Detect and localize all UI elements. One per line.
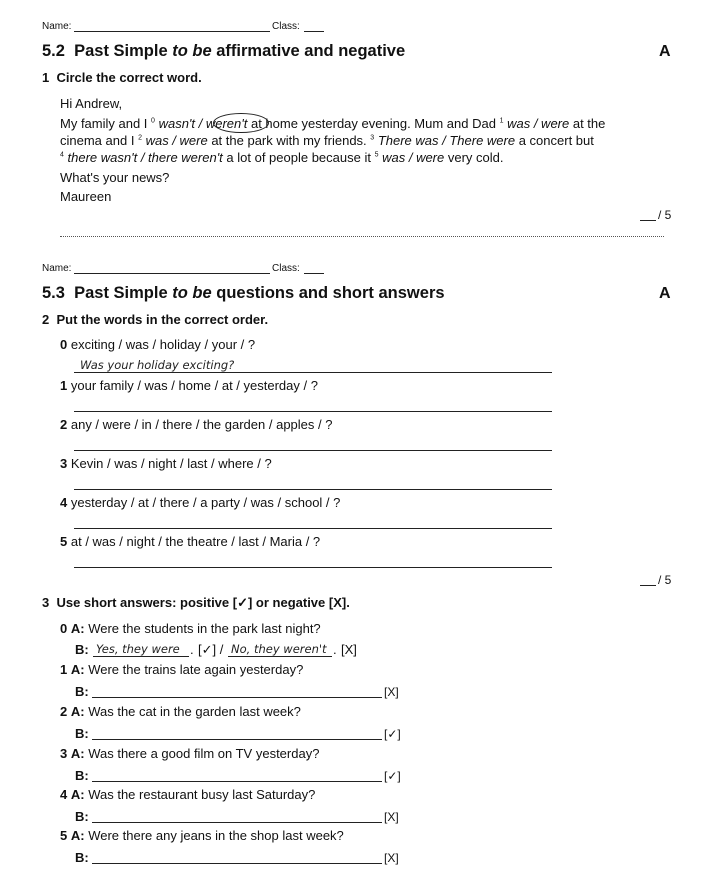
exercise-1-instruction: 1 Circle the correct word. bbox=[42, 70, 202, 85]
example-question: 0 A: Were the students in the park last night? bbox=[60, 621, 321, 636]
exercise-3-instruction: 3 Use short answers: positive [✓] or negative [X]. bbox=[42, 595, 350, 610]
answer-line bbox=[93, 656, 189, 657]
question-item: 2 A: Was the cat in the garden last week? bbox=[60, 704, 301, 719]
answer-mark: [✓] bbox=[384, 769, 401, 783]
list-item: 0 exciting / was / holiday / your / ? bbox=[60, 337, 256, 352]
example-dot: . bbox=[190, 642, 194, 657]
tick-mark: [✓] / bbox=[198, 642, 224, 657]
class-field[interactable] bbox=[304, 273, 324, 274]
answer-line[interactable] bbox=[74, 489, 552, 490]
cut-line bbox=[60, 236, 664, 237]
circled-answer-mark bbox=[213, 113, 269, 133]
answer-line[interactable] bbox=[74, 450, 552, 451]
section-5-3-grade: A bbox=[659, 285, 671, 302]
name-field[interactable] bbox=[74, 273, 270, 274]
section-5-2-title: 5.2 Past Simple to be affirmative and negative bbox=[42, 42, 406, 60]
letter-signoff: Maureen bbox=[60, 189, 112, 204]
b-label: B: bbox=[75, 726, 89, 741]
section-5-2-grade: A bbox=[659, 43, 671, 60]
class-field[interactable] bbox=[304, 31, 324, 32]
example-dot: . bbox=[333, 642, 337, 657]
example-positive-answer: Yes, they were bbox=[96, 642, 180, 656]
answer-line[interactable] bbox=[92, 697, 382, 698]
answer-line[interactable] bbox=[92, 781, 382, 782]
list-item: 2 any / were / in / there / the garden / apples / ? bbox=[60, 417, 333, 432]
question-item: 5 A: Were there any jeans in the shop last week? bbox=[60, 828, 344, 843]
cross-mark: [X] bbox=[341, 642, 357, 657]
answer-mark: [X] bbox=[384, 851, 399, 865]
answer-line[interactable] bbox=[92, 863, 382, 864]
list-item: 3 Kevin / was / night / last / where / ? bbox=[60, 456, 272, 471]
class-label: Class: bbox=[272, 21, 300, 32]
letter-news: What's your news? bbox=[60, 170, 170, 185]
list-item: 1 your family / was / home / at / yesterday / ? bbox=[60, 378, 318, 393]
section-5-3-score: / 5 bbox=[658, 573, 672, 587]
answer-line bbox=[228, 656, 332, 657]
answer-line[interactable] bbox=[92, 739, 382, 740]
answer-line[interactable] bbox=[74, 528, 552, 529]
answer-mark: [✓] bbox=[384, 727, 401, 741]
b-label: B: bbox=[75, 684, 89, 699]
name-label: Name: bbox=[42, 21, 72, 32]
section-5-3-title: 5.3 Past Simple to be questions and short answers bbox=[42, 284, 445, 302]
letter-line-2: cinema and I $^2$ was / were at the park with my friends. $^3$ There was / There were a concert but bbox=[60, 133, 594, 148]
score-field[interactable] bbox=[640, 220, 656, 221]
question-item: 3 A: Was there a good film on TV yesterday? bbox=[60, 746, 320, 761]
answer-line[interactable] bbox=[74, 411, 552, 412]
score-field[interactable] bbox=[640, 585, 656, 586]
letter-line-1: My family and I $^0$ wasn't / weren't at home yesterday evening. Mum and Dad $^1$ was / were at the bbox=[60, 116, 606, 131]
class-label: Class: bbox=[272, 263, 300, 274]
example-answer: Was your holiday exciting? bbox=[80, 358, 235, 372]
example-negative-answer: No, they weren't bbox=[231, 642, 327, 656]
b-label: B: bbox=[75, 850, 89, 865]
letter-line-3: $^4$ there wasn't / there weren't a lot of people because it $^5$ was / were very cold. bbox=[60, 150, 504, 165]
b-label: B: bbox=[75, 768, 89, 783]
answer-mark: [X] bbox=[384, 685, 399, 699]
list-item: 4 yesterday / at / there / a party / was / school / ? bbox=[60, 495, 341, 510]
letter-greeting: Hi Andrew, bbox=[60, 96, 123, 111]
name-label: Name: bbox=[42, 263, 72, 274]
answer-line[interactable] bbox=[92, 822, 382, 823]
question-item: 1 A: Were the trains late again yesterday? bbox=[60, 662, 304, 677]
answer-line[interactable] bbox=[74, 567, 552, 568]
name-field[interactable] bbox=[74, 31, 270, 32]
answer-mark: [X] bbox=[384, 810, 399, 824]
answer-line[interactable] bbox=[74, 372, 552, 373]
b-label: B: bbox=[75, 809, 89, 824]
example-answer-row: B: bbox=[75, 642, 89, 657]
exercise-2-instruction: 2 Put the words in the correct order. bbox=[42, 312, 269, 327]
question-item: 4 A: Was the restaurant busy last Saturday? bbox=[60, 787, 316, 802]
section-5-2-score: / 5 bbox=[658, 208, 672, 222]
list-item: 5 at / was / night / the theatre / last / Maria / ? bbox=[60, 534, 321, 549]
